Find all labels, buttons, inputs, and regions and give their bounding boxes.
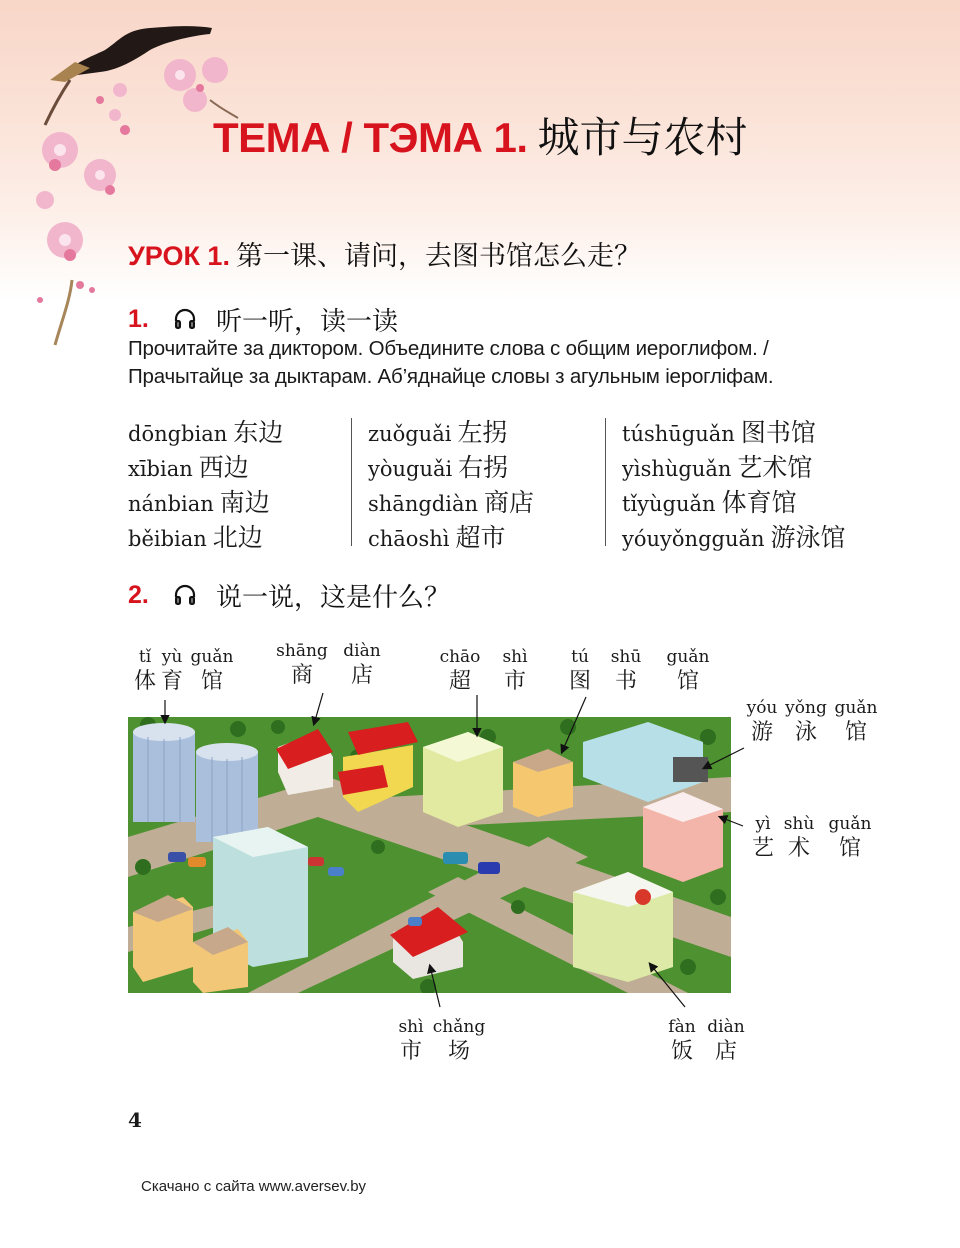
vocab-item: túshūguǎn 图书馆 [622,418,816,447]
column-divider [351,418,352,546]
vocab-item: yòuguǎi 右拐 [368,453,509,482]
vocab-item: chāoshì 超市 [368,523,506,552]
exercise-1-header [128,300,398,338]
source-footer: Скачано с сайта www.aversev.by [141,1178,367,1195]
city-illustration [128,717,731,993]
vocab-column-directions [128,416,283,556]
vocab-item: dōngbian 东边 [128,418,284,447]
instruction-belarusian: Прачытайце за дыктарам. Аб’яднайце словы з агульным іерогліфам. [128,365,774,388]
vocab-column-buildings [622,416,846,556]
instruction-russian: Прочитайте за диктором. Объедините слова с общим иероглифом. / [128,337,769,360]
topic-heading [213,108,748,177]
exercise-1-title: 听一听，读一读 [216,306,399,337]
label-art-museum: yì shù guǎn 艺 术 馆 [751,814,872,861]
label-market: shì chǎng 市 场 [398,1017,486,1064]
page-number: 4 [128,1108,142,1132]
lesson-title: 第一课、请问，去图书馆怎么走？ [235,241,641,272]
exercise-2-header [128,576,450,614]
vocab-column-turns-shops [368,416,534,556]
headphones-icon[interactable] [172,582,198,608]
lesson-label: УРОК 1. [128,241,230,271]
label-shop: shāng diàn 商 店 [276,641,381,688]
topic-label: ТЕМА / ТЭМА 1. [213,114,528,161]
headphones-icon[interactable] [172,306,198,332]
exercise-2-number: 2. [128,580,149,609]
vocab-item: yìshùguǎn 艺术馆 [622,453,813,482]
label-stadium: tǐ yù guǎn 体 育 馆 [133,647,234,694]
vocab-item: shāngdiàn 商店 [368,488,535,517]
vocab-item: běibian 北边 [128,523,263,552]
label-library: tú shū guǎn 图 书 馆 [568,647,710,694]
label-swimming-pool: yóu yǒng guǎn 游 泳 馆 [746,698,878,745]
topic-title: 城市与农村 [537,113,748,162]
vocab-item: yóuyǒngguǎn 游泳馆 [622,523,846,552]
label-hotel: fàn diàn 饭 店 [668,1017,745,1064]
vocab-item: zuǒguǎi 左拐 [368,418,508,447]
label-supermarket: chāo shì 超 市 [439,647,528,694]
lesson-heading [128,236,641,280]
vocab-item: nánbian 南边 [128,488,270,517]
vocab-item: xībian 西边 [128,453,249,482]
vocab-item: tǐyùguǎn 体育馆 [622,488,797,517]
exercise-2-title: 说一说，这是什么？ [216,582,451,613]
exercise-1-number: 1. [128,304,149,333]
column-divider [605,418,606,546]
